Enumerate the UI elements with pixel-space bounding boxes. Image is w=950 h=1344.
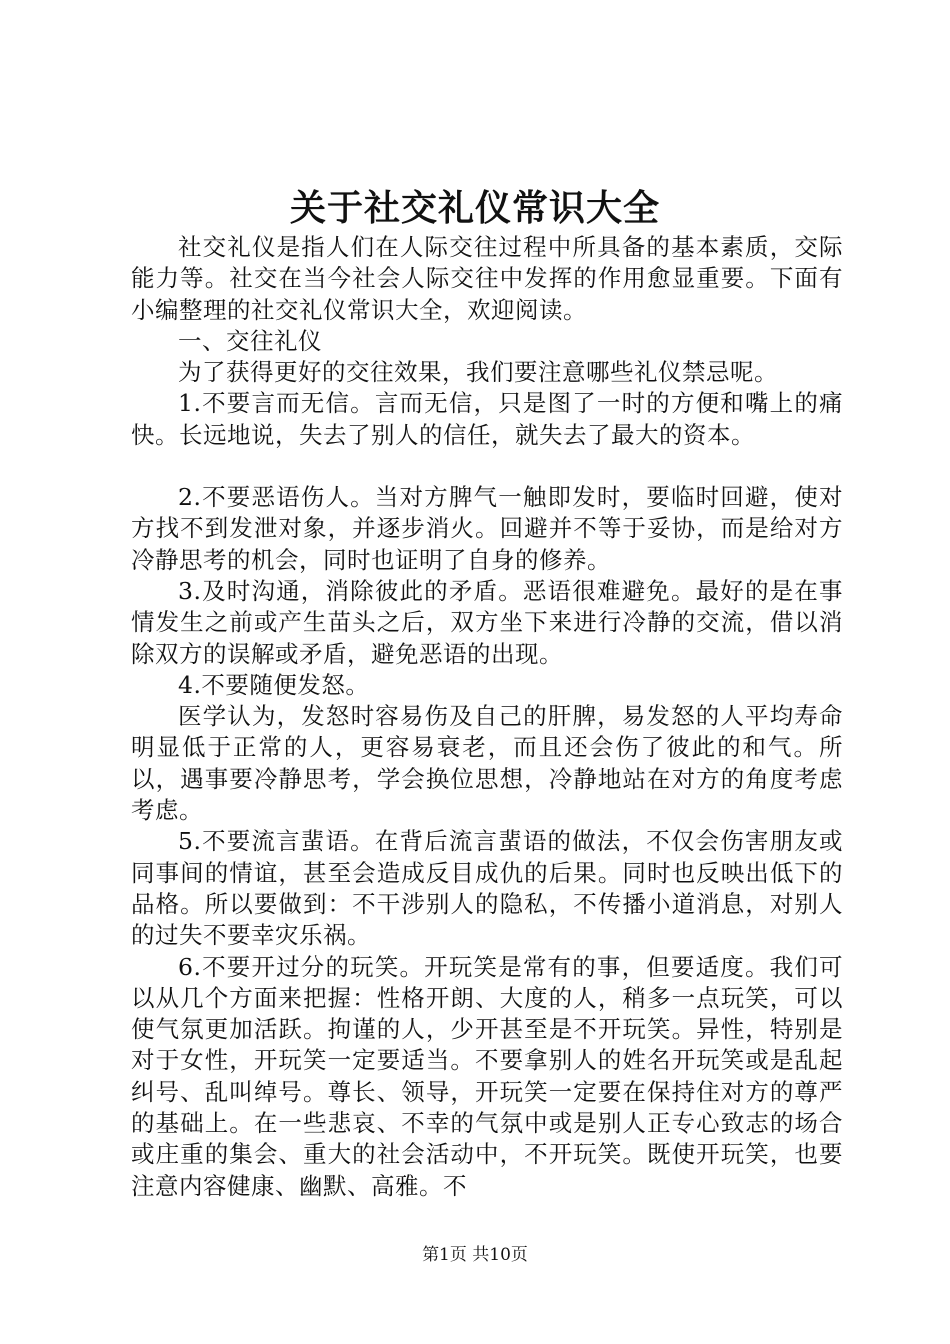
paragraph-item-1: 1.不要言而无信。言而无信，只是图了一时的方便和嘴上的痛快。长远地说，失去了别人的信任，就失去了最大的资本。 [131, 389, 843, 449]
paragraph-intro: 社交礼仪是指人们在人际交往过程中所具备的基本素质，交际能力等。社交在当今社会人际交往中发挥的作用愈显重要。下面有小编整理的社交礼仪常识大全，欢迎阅读。 [131, 233, 843, 324]
paragraph-item-4: 4.不要随便发怒。 [178, 670, 370, 699]
paragraph-item-3: 3.及时沟通，消除彼此的矛盾。恶语很难避免。最好的是在事情发生之前或产生苗头之后，双方坐下来进行冷静的交流，借以消除双方的误解或矛盾，避免恶语的出现。 [131, 576, 843, 668]
paragraph-item-4-detail: 医学认为，发怒时容易伤及自己的肝脾，易发怒的人平均寿命明显低于正常的人，更容易衰老，而且还会伤了彼此的和气。所以，遇事要冷静思考，学会换位思想，冷静地站在对方的角度考虑考虑。 [131, 702, 843, 825]
paragraph-item-2: 2.不要恶语伤人。当对方脾气一触即发时，要临时回避，使对方找不到发泄对象，并逐步消火。回避并不等于妥协，而是给对方冷静思考的机会，同时也证明了自身的修养。 [131, 483, 843, 574]
document-body [131, 232, 843, 1202]
paragraph-item-5: 5.不要流言蜚语。在背后流言蜚语的做法，不仅会伤害朋友或同事间的情谊，甚至会造成反目成仇的后果。同时也反映出低下的品格。所以要做到：不干涉别人的隐私，不传播小道消息，对别人的过失不要幸灾乐祸。 [131, 827, 843, 950]
paragraph-question: 为了获得更好的交往效果，我们要注意哪些礼仪禁忌呢。 [178, 358, 778, 387]
paragraph-item-6: 6.不要开过分的玩笑。开玩笑是常有的事，但要适度。我们可以从几个方面来把握：性格开朗、大度的人，稍多一点玩笑，可以使气氛更加活跃。拘谨的人，少开甚至是不开玩笑。异性，特别是对于女性，开玩笑一定要适当。不要拿别人的姓名开玩笑或是乱起纠号、乱叫绰号。尊长、领导，开玩笑一定要在保持住对方的尊严的基础上。在一些悲哀、不幸的气氛中或是别人正专心致志的场合或庄重的集会、重大的社会活动中，不开玩笑。既使开玩笑，也要注意内容健康、幽默、高雅。不 [131, 952, 843, 1200]
section-heading: 一、交往礼仪 [178, 326, 322, 355]
page-footer: 第1页 共10页 [422, 1245, 528, 1265]
document-title: 关于社交礼仪常识大全 [289, 187, 660, 229]
